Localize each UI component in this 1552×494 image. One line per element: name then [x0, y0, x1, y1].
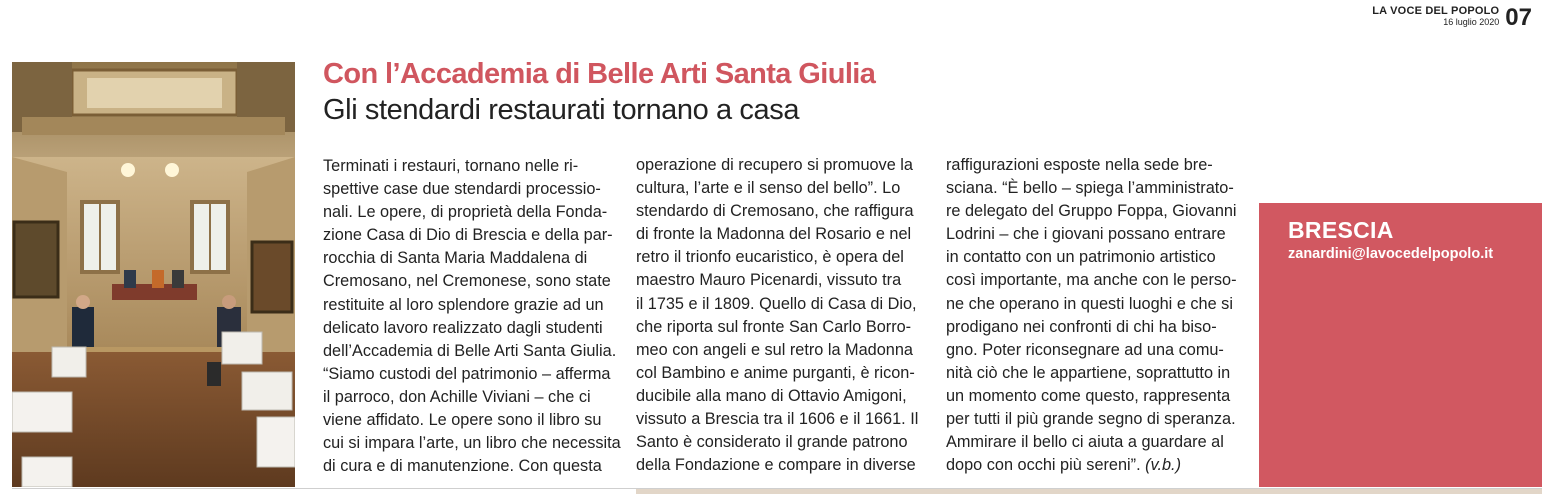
location-city: BRESCIA [1288, 217, 1394, 243]
issue-date: 16 luglio 2020 [1443, 17, 1500, 27]
body-line: zione Casa di Dio di Brescia e della par- [323, 226, 613, 245]
page-number: 07 [1505, 4, 1532, 31]
body-line: Cremosano, nel Cremonese, sono state [323, 272, 611, 291]
body-line: prodigano nei confronti di chi ha biso- [946, 317, 1217, 336]
author-signature: (v.b.) [1145, 456, 1182, 475]
body-line: re delegato del Gruppo Foppa, Giovanni [946, 202, 1237, 221]
body-line: sciana. “È bello – spiega l’amministrato- [946, 179, 1234, 198]
body-line: per tutti il più grande segno di speranza. [946, 410, 1236, 429]
masthead-meta [1372, 6, 1499, 27]
article-column-1 [323, 155, 621, 478]
body-line: rocchia di Santa Maria Maddalena di [323, 249, 588, 268]
body-line: così importante, ma anche con le perso- [946, 271, 1237, 290]
body-line: col Bambino e anime purganti, è ricon- [636, 363, 915, 382]
body-line: retro il trionfo eucaristico, è opera del [636, 248, 904, 267]
body-line: un momento come questo, rappresenta [946, 386, 1231, 405]
masthead [1372, 6, 1532, 30]
body-line: Santo è considerato il grande patrono [636, 433, 908, 452]
article-column-2 [636, 154, 926, 477]
body-line: spettive case due stendardi processio- [323, 180, 601, 199]
body-line: “Siamo custodi del patrimonio – afferma [323, 364, 611, 383]
newspaper-name: LA VOCE DEL POPOLO [1372, 5, 1500, 17]
body-line-last [946, 454, 1236, 477]
article-column-3 [946, 154, 1236, 477]
body-line: operazione di recupero si promuove la [636, 156, 913, 174]
article-kicker: Con l’Accademia di Belle Arti Santa Giulia [323, 58, 876, 90]
body-line: della Fondazione e compare in diverse [636, 456, 916, 475]
body-line: gno. Poter riconsegnare ad una comu- [946, 340, 1224, 359]
body-line: cultura, l’arte e il senso del bello”. Lo [636, 179, 901, 198]
body-line: Lodrini – che i giovani possano entrare [946, 225, 1226, 244]
body-line: in contatto con un patrimonio artistico [946, 248, 1216, 267]
body-line: di cura e di manutenzione. Con questa [323, 457, 602, 476]
body-line: che riporta sul fronte San Carlo Borro- [636, 317, 912, 336]
location-box [1259, 203, 1542, 487]
body-line: il parroco, don Achille Viviani – che ci [323, 387, 591, 406]
body-line: stendardo di Cremosano, che raffigura [636, 202, 914, 221]
body-line: viene affidato. Le opere sono il libro su [323, 411, 602, 430]
body-line-text: dopo con occhi più sereni”. [946, 456, 1141, 475]
body-line: di fronte la Madonna del Rosario e nel [636, 225, 912, 244]
body-line: Terminati i restauri, tornano nelle ri- [323, 157, 579, 175]
article-headline: Gli stendardi restaurati tornano a casa [323, 94, 800, 126]
body-line: raffigurazioni esposte nella sede bre- [946, 156, 1213, 174]
body-line: maestro Mauro Picenardi, vissuto tra [636, 271, 902, 290]
body-line: ducibile alla mano di Ottavio Amigoni, [636, 386, 907, 405]
body-line: nità ciò che le appartiene, soprattutto in [946, 363, 1231, 382]
next-article-strip [636, 489, 1542, 494]
body-line: nali. Le opere, di proprietà della Fonda- [323, 203, 608, 222]
body-line: cui si impara l’arte, un libro che necessita [323, 434, 621, 453]
body-line: dell’Accademia di Belle Arti Santa Giulia. [323, 341, 617, 360]
body-line: vissuto a Brescia tra il 1606 e il 1661. Il [636, 410, 919, 429]
body-line: il 1735 e il 1809. Quello di Casa di Dio, [636, 294, 917, 313]
article-photo [12, 62, 295, 487]
body-line: Ammirare il bello ci aiuta a guardare al [946, 433, 1224, 452]
body-line: restituite al loro splendore grazie ad un [323, 295, 604, 314]
body-line: ne che operano in questi luoghi e che si [946, 294, 1233, 313]
author-email-link[interactable]: zanardini@lavocedelpopolo.it [1288, 246, 1494, 262]
body-line: meo con angeli e sul retro la Madonna [636, 340, 913, 359]
body-line: delicato lavoro realizzato dagli studenti [323, 318, 603, 337]
